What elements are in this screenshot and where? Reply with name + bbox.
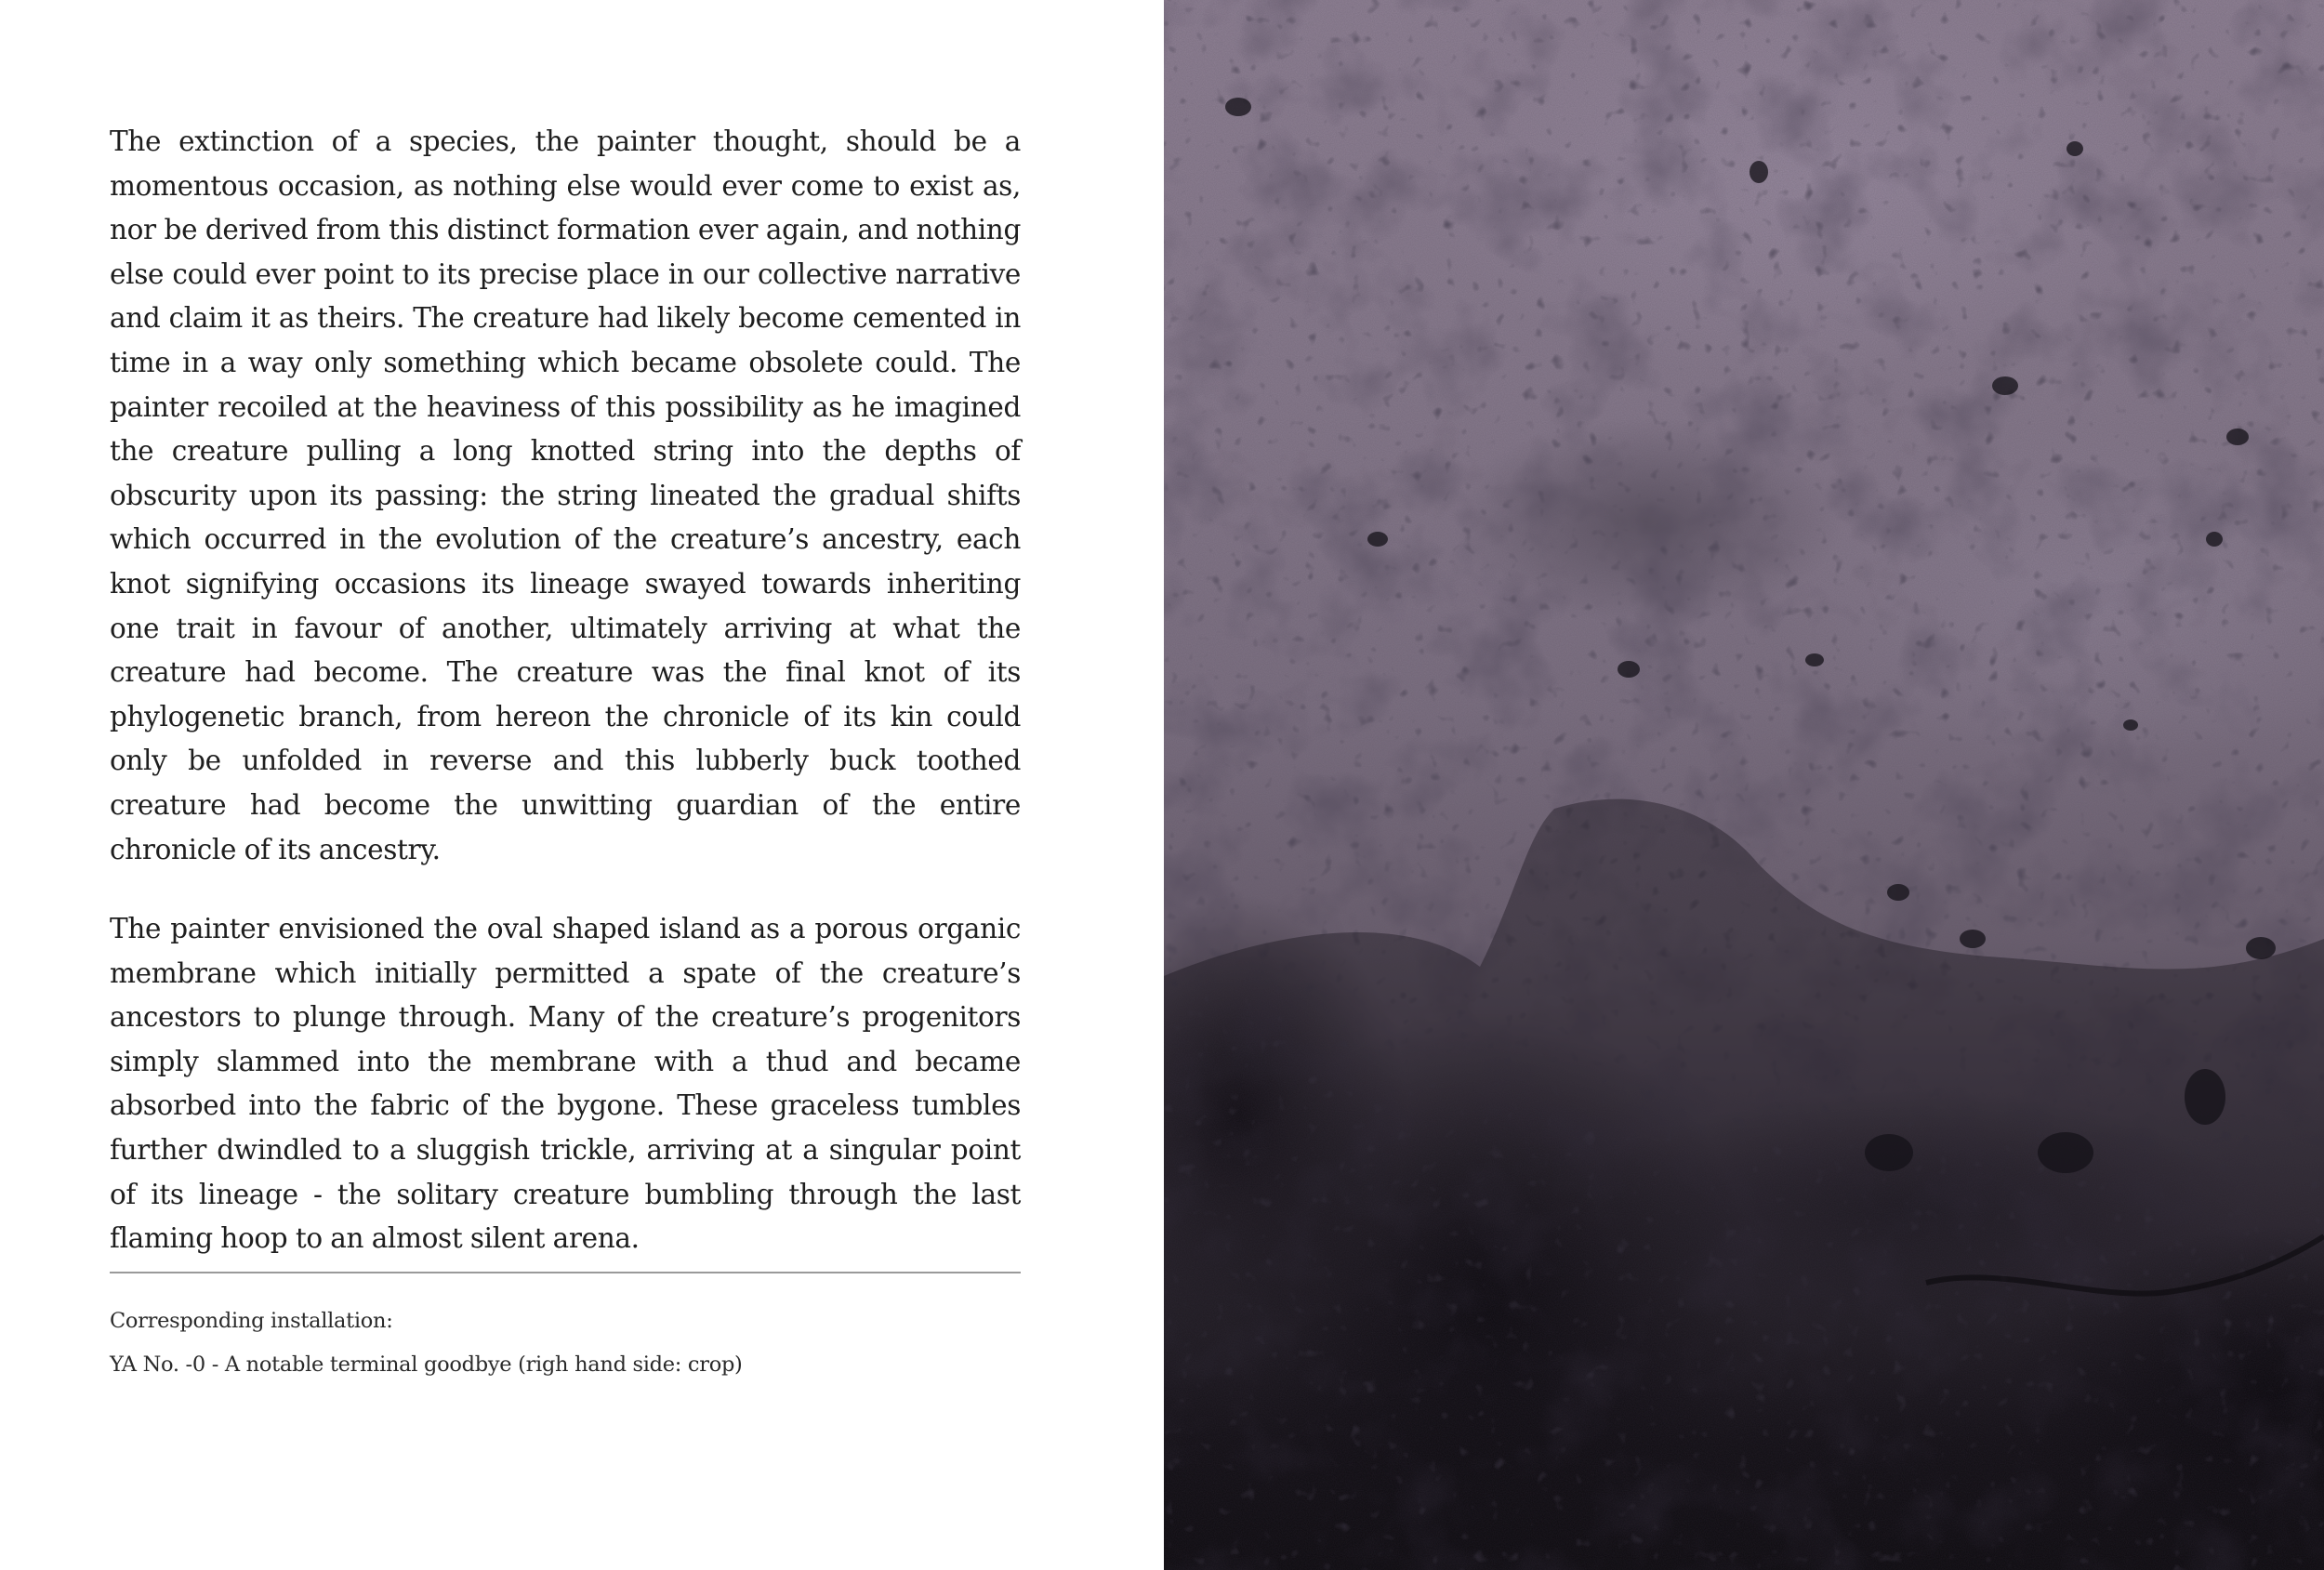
paragraph-2: The painter envisioned the oval shaped island as a porous organic membrane which initially permitted a spate of the creature’s ancestors to plunge through. Many of the creature’s progenitors simply slammed into the membrane with a thud and became absorbed into the fabric of the bygone. These graceless tumbles further dwindled to a sluggish trickle, arriving at a singular point of its lineage - the solitary creature bumbling through the last flaming hoop to an almost silent arena. <box>110 913 1021 1255</box>
paragraph-1: The extinction of a species, the painter thought, should be a momentous occasion, as nothing else would ever come to exist as, nor be derived from this distinct formation ever again, and nothing else could ever point to its precise place in our collective narrative and claim it as theirs. The creature had likely become cemented in time in a way only something which became obsolete could. The painter recoiled at the heaviness of this possibility as he imagined the creature pulling a long knotted string into the depths of obscurity upon its passing: the string lineated the gradual shifts which occurred in the evolution of the creature’s ancestry, each knot signifying occasions its lineage swayed towards inheriting one trait in favour of another, ultimately arriving at what the creature had become. The creature was the final knot of its phylogenetic branch, from hereon the chronicle of its kin could only be unfolded in reverse and this lubberly buck toothed creature had become the unwitting guardian of the entire chronicle of its ancestry. <box>110 125 1021 865</box>
caption-divider <box>110 1272 1021 1273</box>
body-text <box>110 120 1021 1297</box>
caption-work-title: YA No. -0 - A notable terminal goodbye (righ hand side: crop) <box>110 1352 743 1377</box>
artwork-image-icon <box>1164 0 2324 1570</box>
caption-label: Corresponding installation: <box>110 1309 393 1333</box>
artwork-texture <box>1164 0 2324 1570</box>
